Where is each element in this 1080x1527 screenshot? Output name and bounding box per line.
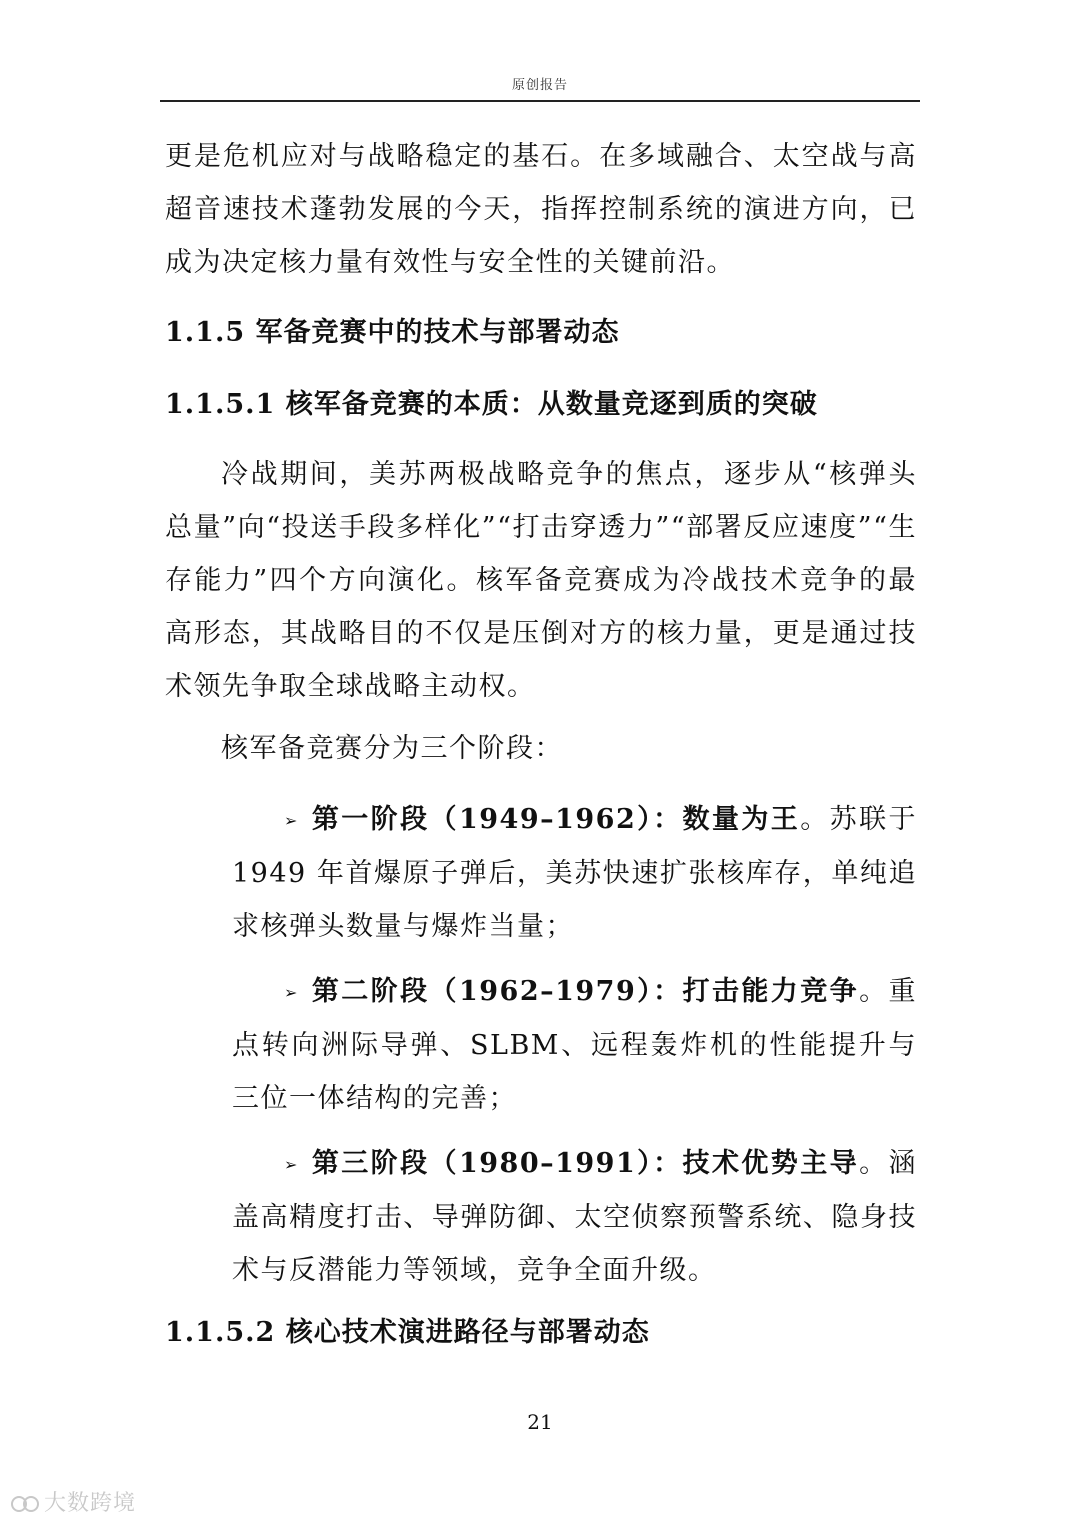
watermark-logo-icon — [10, 1493, 40, 1515]
paragraph-cold-war: 冷战期间，美苏两极战略竞争的焦点，逐步从“核弹头总量”向“投送手段多样化”“打击穿透力”“部署反应速度”“生存能力”四个方向演化。核军备竞赛成为冷战技术竞争的最高形态，其战略目的不仅是压倒对方的核力量，更是通过技术领先争取全球战略主动权。 — [165, 459, 917, 702]
section-heading-1-1-5-1: 1.1.5.1 核军备竞赛的本质：从数量竞逐到质的突破 — [165, 389, 818, 420]
stage-item-1 — [232, 793, 917, 953]
stage-item-2 — [232, 965, 917, 1125]
stage-item-3-text: 。涵盖高精度打击、导弹防御、太空侦察预警系统、隐身技术与反潜能力等领域，竞争全面升级。 — [232, 1148, 918, 1286]
header-rule — [160, 100, 920, 102]
stage-item-3-lead: 第三阶段（1980–1991）：技术优势主导 — [310, 1148, 860, 1179]
arrow-bullet-icon: ➢ — [284, 983, 299, 1002]
stage-item-2-lead: 第二阶段（1962–1979）：打击能力竞争 — [310, 976, 860, 1007]
arrow-bullet-icon: ➢ — [284, 1155, 299, 1174]
watermark — [10, 1486, 136, 1517]
arrow-bullet-icon: ➢ — [284, 811, 299, 830]
stage-item-2-text: 。重点转向洲际导弹、SLBM、远程轰炸机的性能提升与三位一体结构的完善； — [232, 976, 918, 1114]
running-header: 原创报告 — [511, 78, 568, 93]
section-heading-1-1-5: 1.1.5 军备竞赛中的技术与部署动态 — [165, 317, 620, 348]
paragraph-continuation: 更是危机应对与战略稳定的基石。在多域融合、太空战与高超音速技术蓬勃发展的今天，指挥控制系统的演进方向，已成为决定核力量有效性与安全性的关键前沿。 — [165, 141, 917, 278]
stage-item-1-lead: 第一阶段（1949–1962）：数量为王 — [310, 804, 801, 835]
stage-item-3 — [232, 1137, 917, 1297]
watermark-text: 大数跨境 — [44, 1491, 137, 1516]
stage-item-1-text: 。苏联于 1949 年首爆原子弹后，美苏快速扩张核库存，单纯追求核弹头数量与爆炸当量； — [232, 804, 918, 942]
page-number: 21 — [527, 1410, 553, 1434]
paragraph-stages-intro: 核军备竞赛分为三个阶段： — [221, 733, 563, 764]
section-heading-1-1-5-2: 1.1.5.2 核心技术演进路径与部署动态 — [165, 1317, 650, 1348]
